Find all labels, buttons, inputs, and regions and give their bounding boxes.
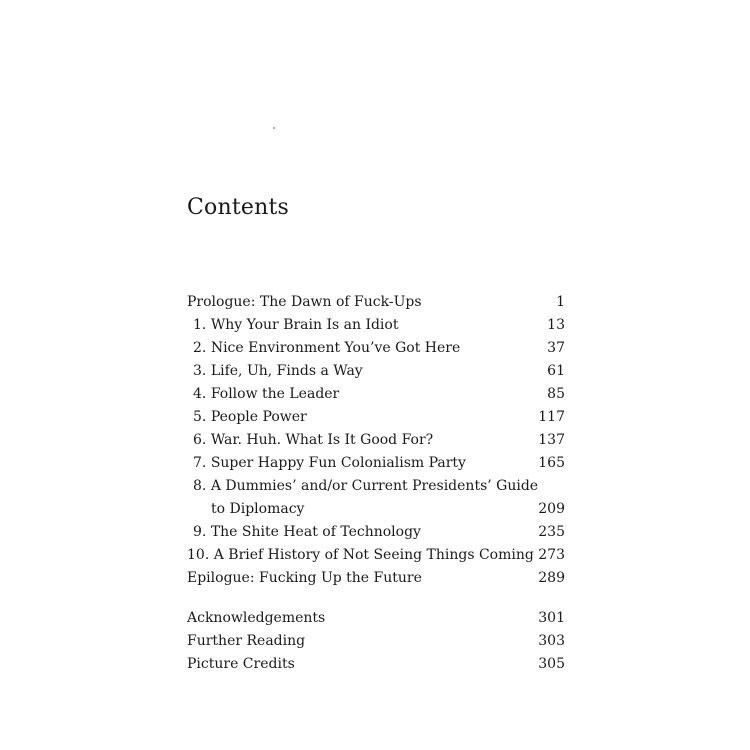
toc-entry-label: Super Happy Fun Colonialism Party	[210, 455, 466, 471]
chapter-number: 3.	[193, 363, 207, 379]
toc-entry-chapter-4[interactable]	[187, 383, 565, 406]
toc-entry-label: The Shite Heat of Technology	[210, 524, 421, 540]
chapter-number: 10.	[187, 547, 210, 563]
toc-entry-label: Why Your Brain Is an Idiot	[210, 317, 399, 333]
toc-entry-further-reading[interactable]	[187, 630, 565, 653]
toc-entry-chapter-9[interactable]	[187, 521, 565, 544]
toc-entry-label: A Dummies’ and/or Current Presidents’ Guide	[210, 478, 539, 494]
chapter-number: 5.	[193, 409, 207, 425]
toc-entry-label-continued: to Diplomacy	[211, 501, 305, 517]
toc-entry-title	[193, 452, 466, 475]
toc-entry-page: 165	[538, 455, 565, 471]
toc-entry-page: 61	[547, 363, 565, 379]
toc-entry-label: Prologue: The Dawn of Fuck-Ups	[187, 294, 422, 310]
chapter-number: 7.	[193, 455, 207, 471]
toc-entry-label: Life, Uh, Finds a Way	[210, 363, 363, 379]
toc-entry-title	[193, 360, 363, 383]
toc-entry-prologue[interactable]	[187, 291, 565, 314]
toc-entry-page: 85	[547, 386, 565, 402]
toc-entry-chapter-2[interactable]	[187, 337, 565, 360]
chapter-number: 9.	[193, 524, 207, 540]
toc-entry-page: 1	[556, 294, 565, 310]
toc-entry-page: 303	[538, 633, 565, 649]
toc-entry-page: 235	[538, 524, 565, 540]
chapter-number: 6.	[193, 432, 207, 448]
toc-entry-chapter-5[interactable]	[187, 406, 565, 429]
toc-entry-chapter-7[interactable]	[187, 452, 565, 475]
toc-entry-title	[193, 314, 398, 337]
toc-entry-label: War. Huh. What Is It Good For?	[210, 432, 434, 448]
toc-entry-page: 209	[538, 501, 565, 517]
toc-entry-title	[193, 475, 538, 498]
toc-entry-chapter-3[interactable]	[187, 360, 565, 383]
chapter-number: 8.	[193, 478, 207, 494]
toc-entry-page: 137	[538, 432, 565, 448]
toc-entry-title	[193, 406, 307, 429]
toc-entry-label: Picture Credits	[187, 656, 295, 672]
toc-entry-page: 117	[538, 409, 565, 425]
toc-entry-page: 13	[547, 317, 565, 333]
page-speck	[273, 127, 275, 129]
chapter-number: 1.	[193, 317, 207, 333]
toc-entry-title	[193, 383, 339, 406]
toc-entry-chapter-10[interactable]	[187, 544, 565, 567]
toc-entry-label: People Power	[210, 409, 307, 425]
toc-entry-acknowledgements[interactable]	[187, 607, 565, 630]
toc-entry-chapter-1[interactable]	[187, 314, 565, 337]
toc-entry-label: Epilogue: Fucking Up the Future	[187, 570, 422, 586]
toc-entry-picture-credits[interactable]	[187, 653, 565, 676]
toc-entry-chapter-8[interactable]	[187, 475, 565, 498]
toc-entry-page: 273	[538, 547, 565, 563]
toc-entry-page: 305	[538, 656, 565, 672]
toc-entry-label: Follow the Leader	[210, 386, 340, 402]
toc-entry-title	[193, 521, 421, 544]
toc-entry-label: A Brief History of Not Seeing Things Coming	[213, 547, 534, 563]
toc-entry-page: 289	[538, 570, 565, 586]
toc-entry-label: Acknowledgements	[187, 610, 326, 626]
toc-entry-label: Nice Environment You’ve Got Here	[210, 340, 461, 356]
page-title: Contents	[187, 195, 290, 220]
toc-entry-chapter-6[interactable]	[187, 429, 565, 452]
toc-entry-title	[193, 337, 460, 360]
toc-entry-label: Further Reading	[187, 633, 306, 649]
chapter-number: 2.	[193, 340, 207, 356]
toc-entry-chapter-8-continued[interactable]	[187, 498, 565, 521]
toc-entry-page: 301	[538, 610, 565, 626]
table-of-contents	[187, 291, 565, 676]
toc-entry-title	[193, 429, 433, 452]
toc-entry-page: 37	[547, 340, 565, 356]
toc-entry-title	[187, 544, 534, 567]
chapter-number: 4.	[193, 386, 207, 402]
toc-entry-epilogue[interactable]	[187, 567, 565, 590]
